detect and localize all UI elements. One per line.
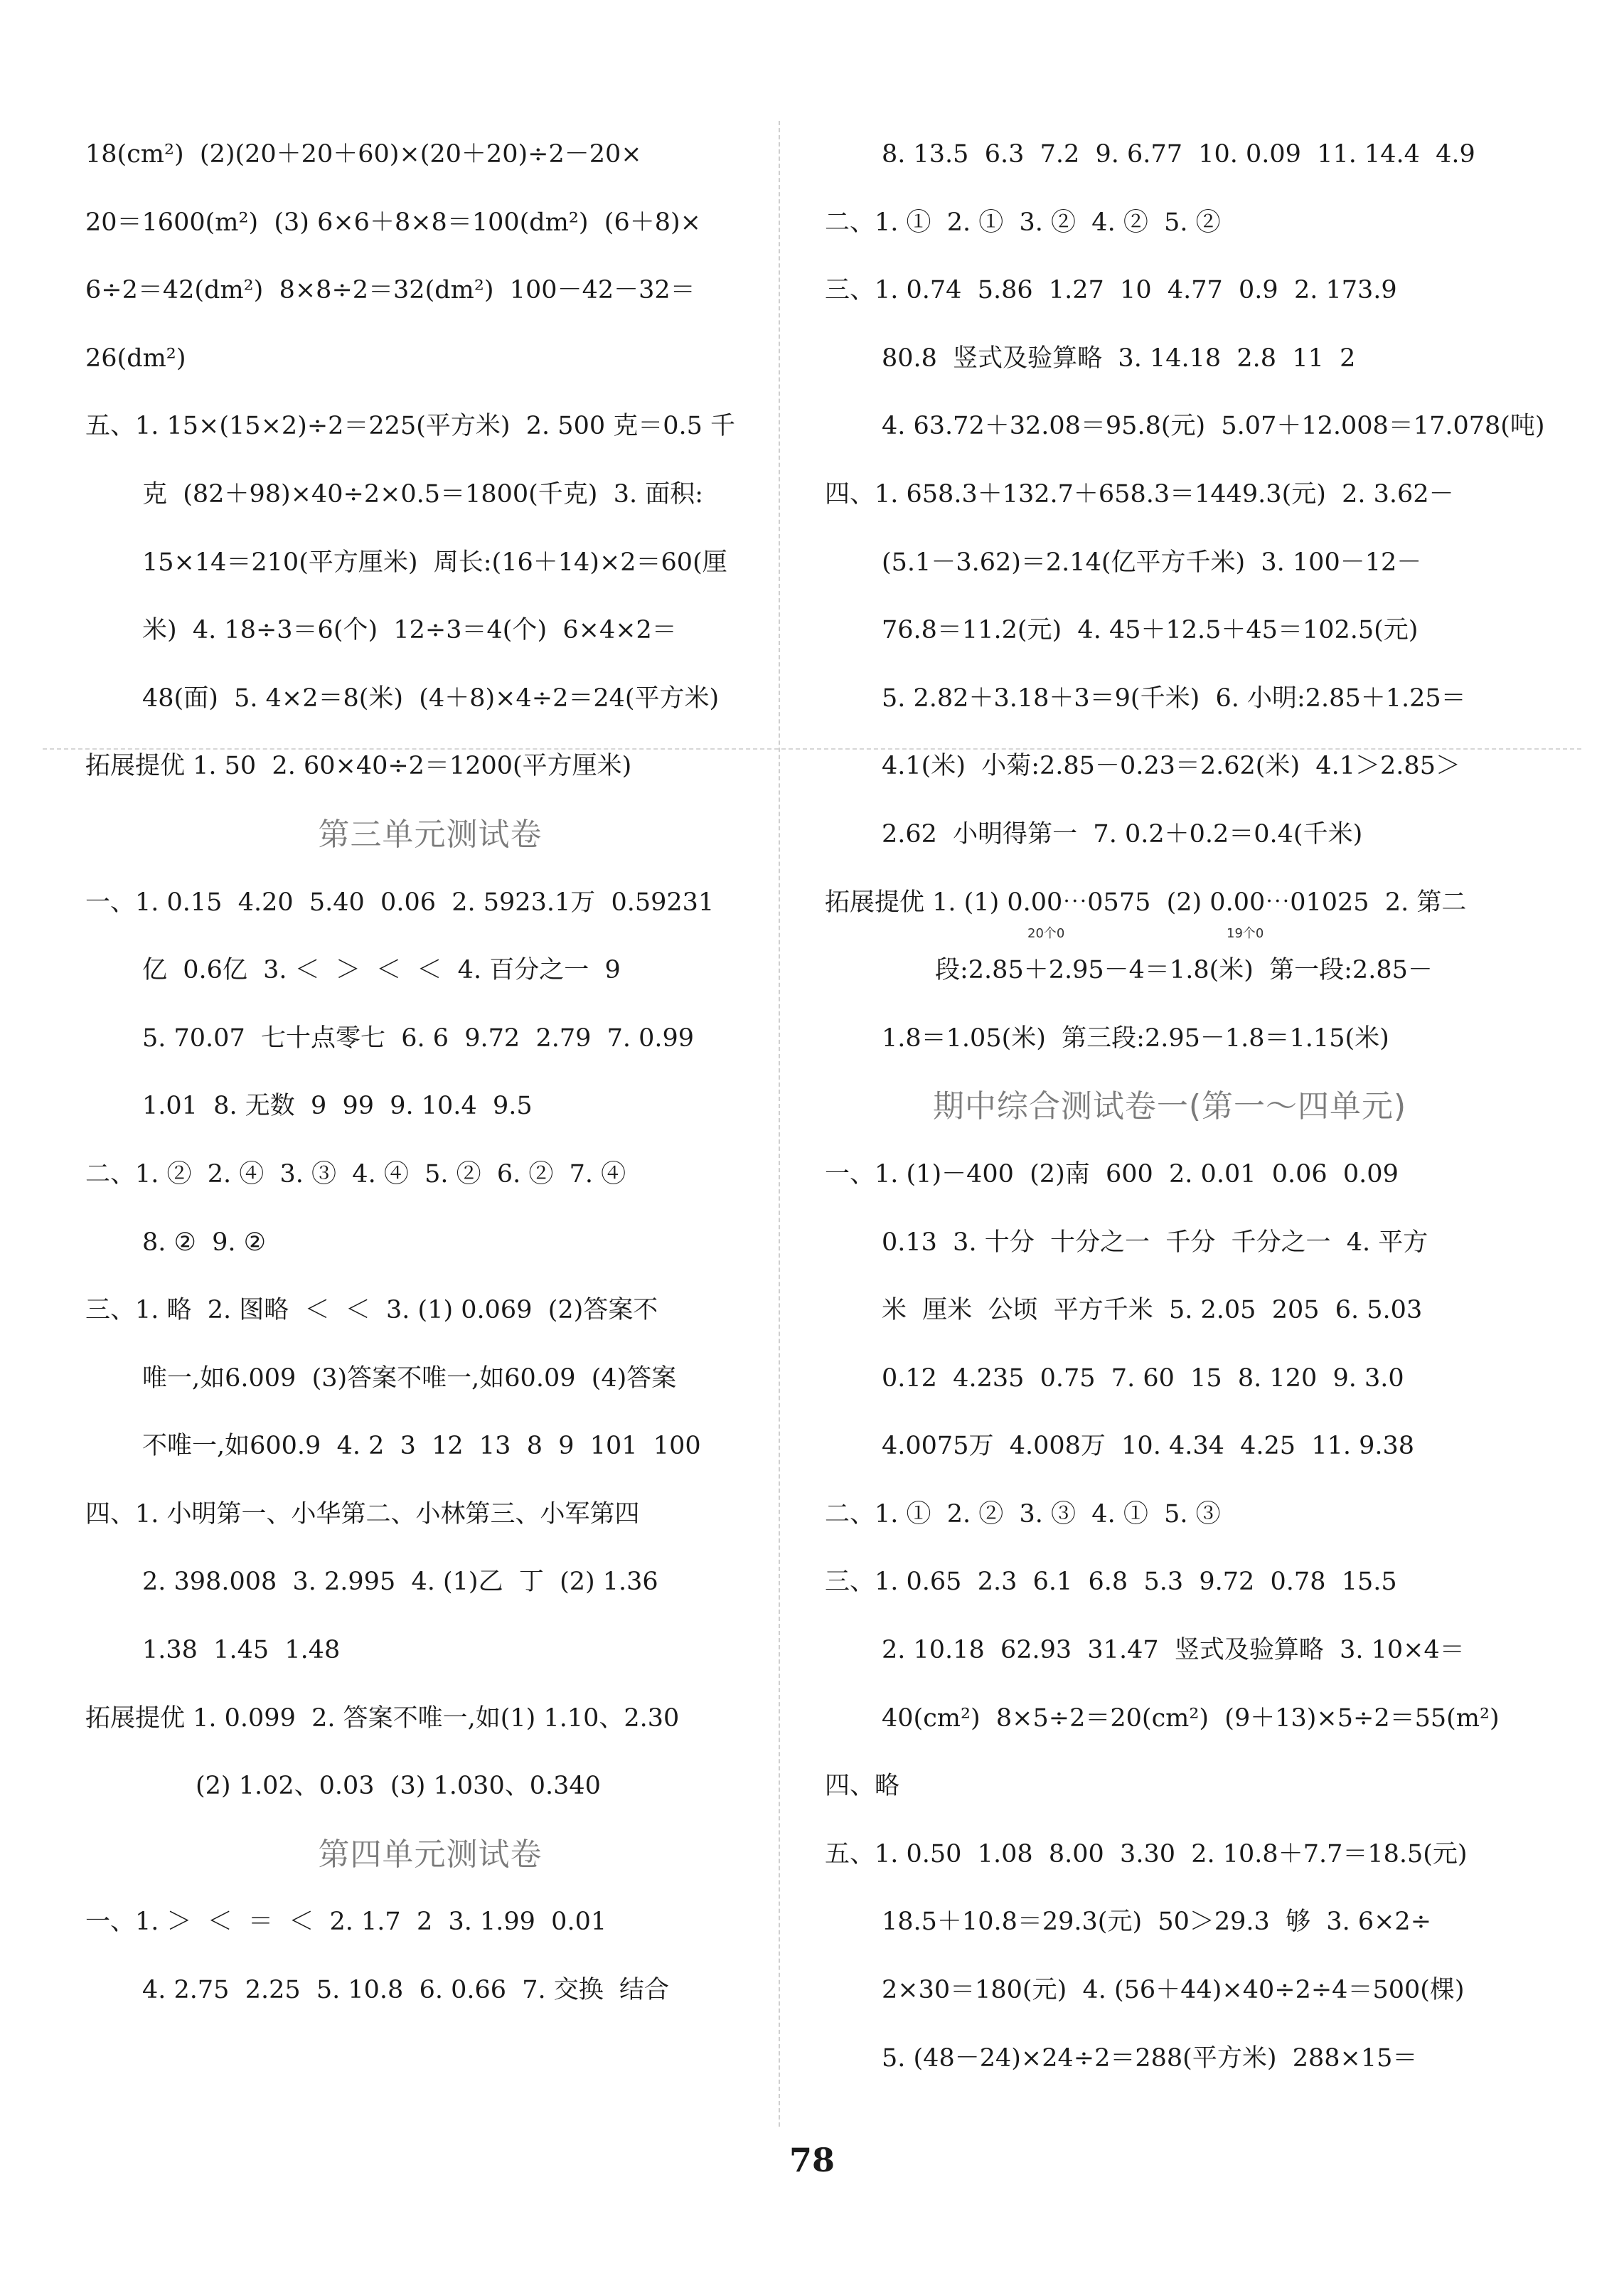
answer-line: 三、1. 0.65 2.3 6.1 6.8 5.3 9.72 0.78 15.5 [825, 1568, 1397, 1597]
answer-line: 80.8 竖式及验算略 3. 14.18 2.8 11 2 [882, 344, 1356, 373]
answer-line: 唯一,如6.009 (3)答案不唯一,如60.09 (4)答案 [142, 1363, 677, 1393]
answer-line: 四、略 [825, 1772, 900, 1801]
answer-line: 1.8＝1.05(米) 第三段:2.95－1.8＝1.15(米) [882, 1023, 1389, 1053]
answer-line: (5.1－3.62)＝2.14(亿平方千米) 3. 100－12－ [882, 548, 1422, 577]
section-title-midterm: 期中综合测试卷一(第一～四单元) [932, 1088, 1407, 1125]
answer-line: 8. ② 9. ② [142, 1228, 267, 1257]
answer-line: 5. (48－24)×24÷2＝288(平方米) 288×15＝ [882, 2043, 1418, 2073]
answer-line: 4.0075万 4.008万 10. 4.34 4.25 11. 9.38 [882, 1432, 1415, 1461]
answer-line: 20＝1600(m²) (3) 6×6＋8×8＝100(dm²) (6＋8)× [85, 208, 701, 237]
answer-line: 四、1. 小明第一、小华第二、小林第三、小军第四 [85, 1499, 640, 1528]
zero-count-note: 20个0 [1027, 926, 1065, 941]
answer-line: 0.13 3. 十分 十分之一 千分 千分之一 4. 平方 [882, 1228, 1428, 1257]
answer-line: 1.38 1.45 1.48 [142, 1636, 341, 1665]
section-title-unit3: 第三单元测试卷 [318, 816, 543, 853]
answer-line: 48(面) 5. 4×2＝8(米) (4＋8)×4÷2＝24(平方米) [142, 684, 720, 713]
answer-line: 五、1. 0.50 1.08 8.00 3.30 2. 10.8＋7.7＝18.5(元) [825, 1839, 1468, 1868]
answer-line: 8. 13.5 6.3 7.2 9. 6.77 10. 0.09 11. 14.4 4.9 [882, 140, 1475, 169]
answer-line: 四、1. 658.3＋132.7＋658.3＝1449.3(元) 2. 3.62－ [825, 479, 1454, 509]
zero-count-note: 19个0 [1227, 926, 1264, 941]
answer-line: 二、1. ① 2. ② 3. ③ 4. ① 5. ③ [825, 1499, 1221, 1528]
answer-line: 二、1. ② 2. ④ 3. ③ 4. ④ 5. ② 6. ② 7. ④ [85, 1159, 626, 1188]
answer-line: 三、1. 0.74 5.86 1.27 10 4.77 0.9 2. 173.9 [825, 276, 1397, 305]
answer-line: (2) 1.02、0.03 (3) 1.030、0.340 [196, 1772, 601, 1801]
answer-line: 26(dm²) [85, 344, 186, 373]
answer-line: 拓展提优 1. 50 2. 60×40÷2＝1200(平方厘米) [85, 752, 632, 781]
answer-line: 18.5＋10.8＝29.3(元) 50＞29.3 够 3. 6×2÷ [882, 1908, 1432, 1937]
answer-line: 76.8＝11.2(元) 4. 45＋12.5＋45＝102.5(元) [882, 616, 1419, 645]
answer-line: 5. 70.07 七十点零七 6. 6 9.72 2.79 7. 0.99 [142, 1023, 695, 1053]
answer-line: 拓展提优 1. 0.099 2. 答案不唯一,如(1) 1.10、2.30 [85, 1703, 680, 1733]
answer-line: 一、1. (1)－400 (2)南 600 2. 0.01 0.06 0.09 [825, 1159, 1399, 1188]
answer-line: 不唯一,如600.9 4. 2 3 12 13 8 9 101 100 [142, 1432, 701, 1461]
answer-line: 二、1. ① 2. ① 3. ② 4. ② 5. ② [825, 208, 1221, 237]
answer-line: 亿 0.6亿 3. ＜ ＞ ＜ ＜ 4. 百分之一 9 [142, 956, 621, 985]
answer-line: 一、1. 0.15 4.20 5.40 0.06 2. 5923.1万 0.59231 [85, 888, 715, 917]
answer-line: 0.12 4.235 0.75 7. 60 15 8. 120 9. 3.0 [882, 1363, 1404, 1393]
answer-line: 4. 2.75 2.25 5. 10.8 6. 0.66 7. 交换 结合 [142, 1976, 670, 2005]
answer-line: 三、1. 略 2. 图略 ＜ ＜ 3. (1) 0.069 (2)答案不 [85, 1296, 658, 1325]
answer-line: 4. 63.72＋32.08＝95.8(元) 5.07＋12.008＝17.078(吨) [882, 412, 1545, 441]
answer-line: 米 厘米 公顷 平方千米 5. 2.05 205 6. 5.03 [882, 1296, 1423, 1325]
page-number: 78 [789, 2141, 835, 2179]
left-column [85, 121, 775, 2025]
answer-line: 15×14＝210(平方厘米) 周长:(16＋14)×2＝60(厘 [142, 548, 727, 577]
right-column [825, 121, 1545, 2092]
answer-line: 2. 398.008 3. 2.995 4. (1)乙 丁 (2) 1.36 [142, 1568, 658, 1597]
answer-line: 18(cm²) (2)(20＋20＋60)×(20＋20)÷2－20× [85, 140, 642, 169]
answer-line: 5. 2.82＋3.18＋3＝9(千米) 6. 小明:2.85＋1.25＝ [882, 684, 1466, 713]
answer-line: 2. 10.18 62.93 31.47 竖式及验算略 3. 10×4＝ [882, 1636, 1465, 1665]
answer-line: 1.01 8. 无数 9 99 9. 10.4 9.5 [142, 1092, 533, 1121]
answer-line: 米) 4. 18÷3＝6(个) 12÷3＝4(个) 6×4×2＝ [142, 616, 677, 645]
answer-line: 4.1(米) 小菊:2.85－0.23＝2.62(米) 4.1＞2.85＞ [882, 752, 1460, 781]
column-divider [779, 121, 780, 2127]
answer-line: 五、1. 15×(15×2)÷2＝225(平方米) 2. 500 克＝0.5 千 [85, 412, 736, 441]
answer-line: 克 (82＋98)×40÷2×0.5＝1800(千克) 3. 面积: [142, 479, 704, 509]
answer-line: 6÷2＝42(dm²) 8×8÷2＝32(dm²) 100－42－32＝ [85, 276, 695, 305]
answer-line: 段:2.85＋2.95－4＝1.8(米) 第一段:2.85－ [935, 956, 1433, 985]
answer-line: 2×30＝180(元) 4. (56＋44)×40÷2÷4＝500(棵) [882, 1976, 1465, 2005]
section-title-unit4: 第四单元测试卷 [318, 1836, 543, 1873]
answer-line: 拓展提优 1. (1) 0.00⋯0575 (2) 0.00⋯01025 2. 第二 [825, 888, 1467, 917]
answer-line: 2.62 小明得第一 7. 0.2＋0.2＝0.4(千米) [882, 819, 1363, 849]
answer-line: 一、1. ＞ ＜ ＝ ＜ 2. 1.7 2 3. 1.99 0.01 [85, 1908, 607, 1937]
answer-line: 40(cm²) 8×5÷2＝20(cm²) (9＋13)×5÷2＝55(m²) [882, 1703, 1500, 1733]
